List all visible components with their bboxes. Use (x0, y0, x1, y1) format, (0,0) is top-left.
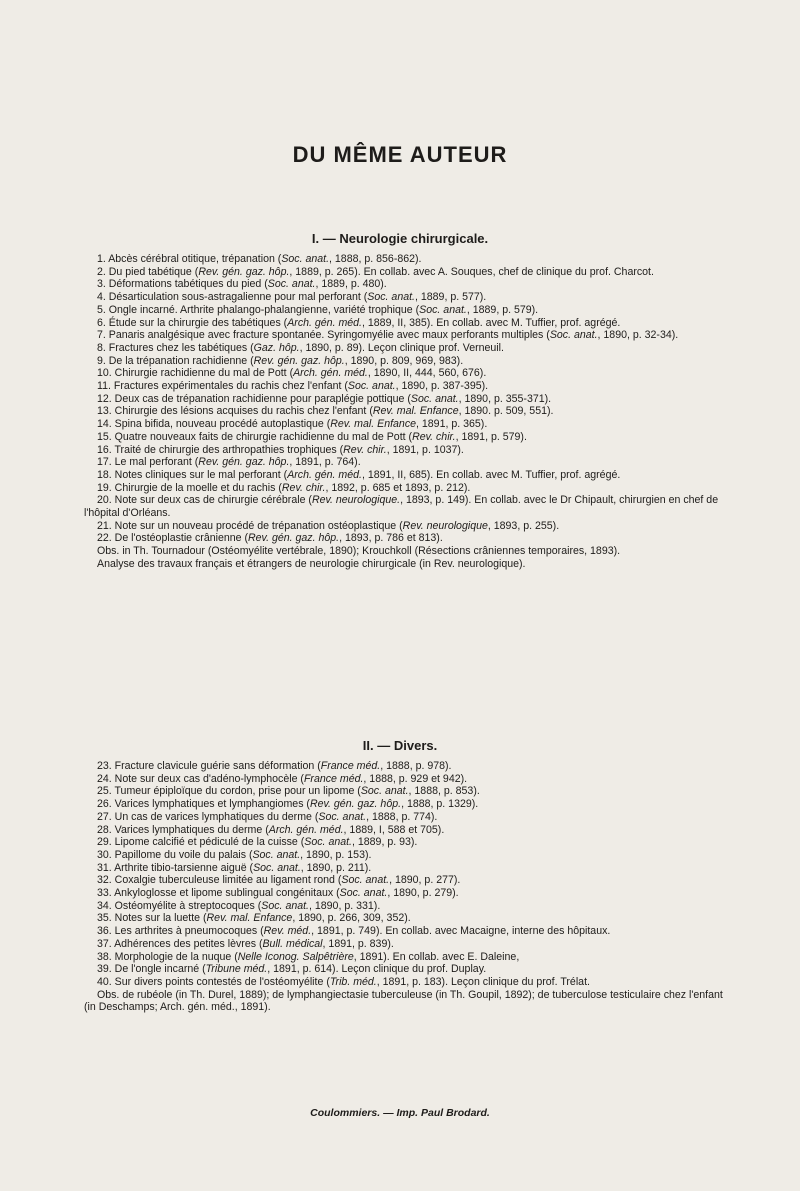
entry-journal: Soc. anat. (341, 874, 390, 887)
bibliography-entry (84, 963, 724, 976)
entry-journal: Soc. anat. (281, 253, 330, 265)
entry-details: , 1893, p. 255). (487, 519, 560, 532)
entry-journal: Soc. anat. (360, 785, 409, 798)
entry-text: 7. Panaris analgésique avec fracture spontanée. Syringomyélie avec maux perforants multiples ( (97, 329, 550, 342)
entry-details: , 1889, p. 265). En collab. avec A. Souques, chef de clinique du prof. Charcot. (289, 265, 654, 278)
entry-details: , 1888, p. 853). (408, 785, 480, 798)
entry-text: 37. Adhérences des petites lèvres ( (97, 937, 263, 950)
entry-journal: Rev. gén. gaz. hôp. (198, 265, 290, 278)
entry-journal: Soc. anat. (267, 278, 316, 291)
entry-details: , 1889, p. 93). (352, 836, 418, 849)
page-title: DU MÊME AUTEUR (292, 142, 508, 167)
entry-journal: Soc. anat. (367, 291, 415, 304)
bibliography-entry (84, 329, 724, 342)
entry-details: , 1890, p. 32-34). (597, 329, 679, 342)
bibliography-entry (84, 444, 724, 457)
entry-journal: Trib. méd. (329, 975, 377, 988)
entry-details: , 1888, p. 1329). (401, 798, 479, 811)
entry-details: , 1888, p. 856-862). (329, 253, 422, 265)
entry-text: 39. De l'ongle incarné ( (97, 963, 206, 976)
entry-text: 9. De la trépanation rachidienne ( (97, 354, 254, 367)
entry-text: 1. Abcès cérébral otitique, trépanation ( (97, 253, 282, 265)
entry-journal: Rev. mal. Enfance (330, 418, 417, 431)
bibliography-entry (84, 951, 724, 964)
bibliography-entry (84, 494, 724, 519)
entry-text: 25. Tumeur épiploïque du cordon, prise pour un lipome ( (97, 785, 361, 798)
bibliography-entry (84, 862, 724, 875)
entry-text: 34. Ostéomyélite à streptocoques ( (97, 899, 262, 912)
entry-journal: Rev. méd. (263, 925, 312, 938)
entry-journal: Soc. anat. (318, 810, 367, 823)
entry-journal: Nelle Iconog. Salpêtrière (237, 950, 354, 963)
entry-journal: Soc. anat. (252, 848, 301, 861)
entry-text: 14. Spina bifida, nouveau procédé autoplastique ( (97, 418, 331, 431)
entry-details: , 1891). En collab. avec E. Daleine, (353, 950, 520, 963)
section-title: Divers. (393, 738, 438, 753)
entry-text: 26. Varices lymphatiques et lymphangiomes ( (97, 798, 310, 811)
bibliography-entry (84, 938, 724, 951)
entry-text: 17. Le mal perforant ( (97, 456, 199, 469)
entry-text: 35. Notes sur la luette ( (97, 912, 207, 925)
entry-text: 22. De l'ostéoplastie crânienne ( (97, 532, 249, 545)
entry-text: 40. Sur divers points contestés de l'ostéomyélite ( (97, 975, 330, 988)
entry-details: , 1890, p. 355-371). (458, 392, 552, 405)
entry-details: , 1891, p. 365). (416, 418, 488, 431)
bibliography-entry (84, 291, 724, 304)
bibliography-entry (84, 266, 724, 279)
entry-details: , 1890, II, 444, 560, 676). (367, 367, 487, 380)
entry-details: , 1893, p. 786 et 813). (339, 532, 443, 545)
entry-details: , 1890, p. 331). (309, 899, 381, 912)
entry-details: , 1890, p. 266, 309, 352). (292, 912, 411, 925)
entry-journal: Soc. anat. (419, 303, 467, 316)
bibliography-entry (84, 849, 724, 862)
entry-journal: Rev. gén. gaz. hôp. (253, 354, 345, 367)
entry-details: , 1890, p. 211). (300, 861, 372, 874)
entry-journal: Rev. chir. (412, 430, 456, 443)
entry-text: 2. Du pied tabétique ( (97, 265, 199, 278)
entry-details: , 1891, p. 614). Leçon clinique du prof. Duplay. (267, 963, 487, 976)
bibliography-entry (84, 976, 724, 989)
observation-note: Analyse des travaux français et étrangers de neurologie chirurgicale (in Rev. neurologique). (97, 557, 526, 570)
entry-details: , 1891, p. 839). (322, 937, 394, 950)
entry-list-divers (84, 760, 724, 1014)
entry-journal: France méd. (320, 760, 381, 772)
bibliography-entry (84, 798, 724, 811)
entry-text: 12. Deux cas de trépanation rachidienne pour paraplégie pottique ( (97, 392, 411, 405)
entry-journal: Rev. gén. gaz. hôp. (248, 532, 340, 545)
entry-journal: Rev. gén. gaz. hôp. (309, 798, 402, 811)
entry-journal: France méd. (303, 772, 364, 785)
entry-journal: Rev. chir. (281, 481, 326, 494)
entry-list-neurologie (84, 253, 724, 571)
entry-journal: Rev. mal. Enfance (206, 912, 293, 925)
entry-details: , 1889, p. 579). (466, 303, 539, 316)
bibliography-entry (84, 925, 724, 938)
bibliography-entry (84, 773, 724, 786)
section-heading-divers (0, 738, 800, 753)
bibliography-entry (84, 874, 724, 887)
entry-details: , 1890, p. 809, 969, 983). (344, 354, 464, 367)
bibliography-entry (84, 367, 724, 380)
entry-text: 23. Fracture clavicule guérie sans déformation ( (97, 760, 321, 772)
entry-text: 29. Lipome calcifié et pédiculé de la cuisse ( (97, 836, 305, 849)
entry-text: 21. Note sur un nouveau procédé de trépanation ostéoplastique ( (97, 519, 403, 532)
entry-journal: Rev. chir. (343, 443, 387, 456)
entry-text: 32. Coxalgie tuberculeuse limitée au ligament rond ( (97, 874, 342, 887)
bibliography-entry (84, 456, 724, 469)
bibliography-entry (84, 824, 724, 837)
entry-text: 16. Traité de chirurgie des arthropathies trophiques ( (97, 443, 344, 456)
bibliography-entry (84, 836, 724, 849)
entry-journal: Rev. gén. gaz. hôp. (198, 456, 290, 469)
entry-journal: Gaz. hôp. (253, 341, 300, 354)
entry-details: , 1890, p. 279). (387, 887, 459, 900)
entry-text: 28. Varices lymphatiques du derme ( (97, 823, 269, 836)
entry-details: , 1891, p. 764). (289, 456, 361, 469)
bibliography-entry (84, 342, 724, 355)
section-dash: — (322, 231, 340, 246)
entry-details: , 1893, p. 149). En collab. avec le Dr Chipault, chirurgien en chef de l'hôpital d'Orléans. (84, 494, 719, 520)
entry-details: , 1889, p. 577). (414, 291, 487, 304)
entry-text: 31. Arthrite tibio-tarsienne aiguë ( (97, 861, 254, 874)
bibliography-entry (84, 520, 724, 533)
bibliography-entry (84, 393, 724, 406)
bibliography-entry (84, 887, 724, 900)
bibliography-entry (84, 278, 724, 291)
entry-details: , 1889, p. 480). (315, 278, 387, 291)
bibliography-entry (84, 811, 724, 824)
entry-journal: Tribune méd. (205, 963, 268, 976)
entry-details: , 1892, p. 685 et 1893, p. 212). (325, 481, 471, 494)
bibliography-entry (84, 317, 724, 330)
bibliography-entry (84, 900, 724, 913)
entry-text: 10. Chirurgie rachidienne du mal de Pott ( (97, 367, 294, 380)
entry-journal: Bull. médical (262, 937, 323, 950)
entry-text: 36. Les arthrites à pneumocoques ( (97, 925, 264, 938)
entry-details: , 1888, p. 929 et 942). (363, 772, 468, 785)
entry-text: 19. Chirurgie de la moelle et du rachis ( (97, 481, 282, 494)
entry-journal: Arch. gén. méd. (293, 367, 368, 380)
entry-details: , 1888, p. 774). (366, 810, 438, 823)
section-heading-neurologie (0, 231, 800, 246)
entry-journal: Arch. gén. méd. (287, 468, 362, 481)
entry-text: 6. Étude sur la chirurgie des tabétiques ( (97, 316, 288, 329)
entry-details: , 1891, II, 685). En collab. avec M. Tuffier, prof. agrégé. (361, 468, 621, 481)
entry-details: , 1891, p. 1037). (386, 443, 464, 456)
bibliography-entry (84, 785, 724, 798)
bibliography-entry (84, 418, 724, 431)
entry-details: , 1888, p. 978). (380, 760, 452, 772)
bibliography-entry (84, 532, 724, 545)
entry-text: 24. Note sur deux cas d'adéno-lymphocèle ( (97, 772, 304, 785)
entry-details: , 1889, II, 385). En collab. avec M. Tuffier, prof. agrégé. (362, 316, 621, 329)
entry-text: 11. Fractures expérimentales du rachis chez l'enfant ( (97, 380, 348, 393)
entry-text: 20. Note sur deux cas de chirurgie cérébrale ( (97, 494, 312, 507)
entry-text: 18. Notes cliniques sur le mal perforant ( (97, 468, 288, 481)
entry-details: , 1890, p. 387-395). (395, 380, 489, 393)
entry-text: 30. Papillome du voile du palais ( (97, 848, 253, 861)
entry-text: 3. Déformations tabétiques du pied ( (97, 278, 268, 291)
bibliography-entry (84, 304, 724, 317)
observation-note: Obs. de rubéole (in Th. Durel, 1889); de lymphangiectasie tuberculeuse (in Th. Goupil, 1892); de tuberculose testiculaire chez l'enfant (in Deschamps; Arch. gén. méd., 1891). (84, 988, 723, 1014)
entry-journal: Soc. anat. (304, 836, 352, 849)
entry-text: 27. Un cas de varices lymphatiques du derme ( (97, 810, 319, 823)
bibliography-entry (84, 253, 724, 266)
bibliography-entry (84, 482, 724, 495)
entry-journal: Soc. anat. (339, 887, 388, 900)
entry-journal: Rev. neurologique. (311, 494, 401, 507)
entry-details: , 1890, p. 277). (389, 874, 461, 887)
printer-imprint: Coulommiers. — Imp. Paul Brodard. (310, 1107, 490, 1119)
bibliography-entry (84, 760, 724, 773)
entry-details: , 1891, p. 183). Leçon clinique du prof. Trélat. (376, 975, 590, 988)
entry-details: , 1891, p. 579). (455, 430, 527, 443)
entry-details: , 1890. p. 509, 551). (458, 405, 554, 418)
entry-text: 13. Chirurgie des lésions acquises du rachis chez l'enfant ( (97, 405, 373, 418)
entry-details: , 1889, I, 588 et 705). (343, 823, 445, 836)
entry-journal: Soc. anat. (261, 899, 309, 912)
entry-journal: Rev. neurologique (402, 519, 488, 532)
entry-journal: Soc. anat. (347, 380, 396, 393)
entry-details: , 1890, p. 153). (300, 848, 372, 861)
entry-journal: Soc. anat. (410, 392, 459, 405)
bibliography-entry (84, 355, 724, 368)
entry-journal: Soc. anat. (253, 861, 301, 874)
entry-details: , 1891, p. 749). En collab. avec Macaigne, interne des hôpitaux. (311, 925, 611, 938)
section-number: I. (311, 231, 320, 246)
observation-note: Obs. in Th. Tournadour (Ostéomyélite vertébrale, 1890); Krouchkoll (Résections crâniennes temporaires, 1893). (97, 545, 621, 558)
entry-text: 33. Ankyloglosse et lipome sublingual congénitaux ( (97, 887, 340, 900)
entry-journal: Rev. mal. Enfance (372, 405, 459, 418)
entry-journal: Soc. anat. (549, 329, 598, 342)
entry-journal: Arch. gén. méd. (268, 823, 344, 836)
entry-text: 4. Désarticulation sous-astragalienne pour mal perforant ( (97, 291, 368, 304)
bibliography-entry (84, 469, 724, 482)
entry-text: 8. Fractures chez les tabétiques ( (97, 341, 254, 354)
entry-text: 38. Morphologie de la nuque ( (97, 950, 238, 963)
entry-text: 15. Quatre nouveaux faits de chirurgie rachidienne du mal de Pott ( (97, 430, 413, 443)
entry-text: 5. Ongle incarné. Arthrite phalango-phalangienne, variété trophique ( (97, 303, 420, 316)
entry-journal: Arch. gén. méd. (287, 316, 363, 329)
section-dash: — (377, 738, 394, 753)
bibliography-entry (84, 431, 724, 444)
entry-details: , 1890, p. 89). Leçon clinique prof. Verneuil. (299, 341, 504, 354)
bibliography-entry (84, 380, 724, 393)
section-number: II. (362, 738, 374, 753)
bibliography-entry (84, 405, 724, 418)
bibliography-entry (84, 912, 724, 925)
section-title: Neurologie chirurgicale. (339, 231, 489, 246)
